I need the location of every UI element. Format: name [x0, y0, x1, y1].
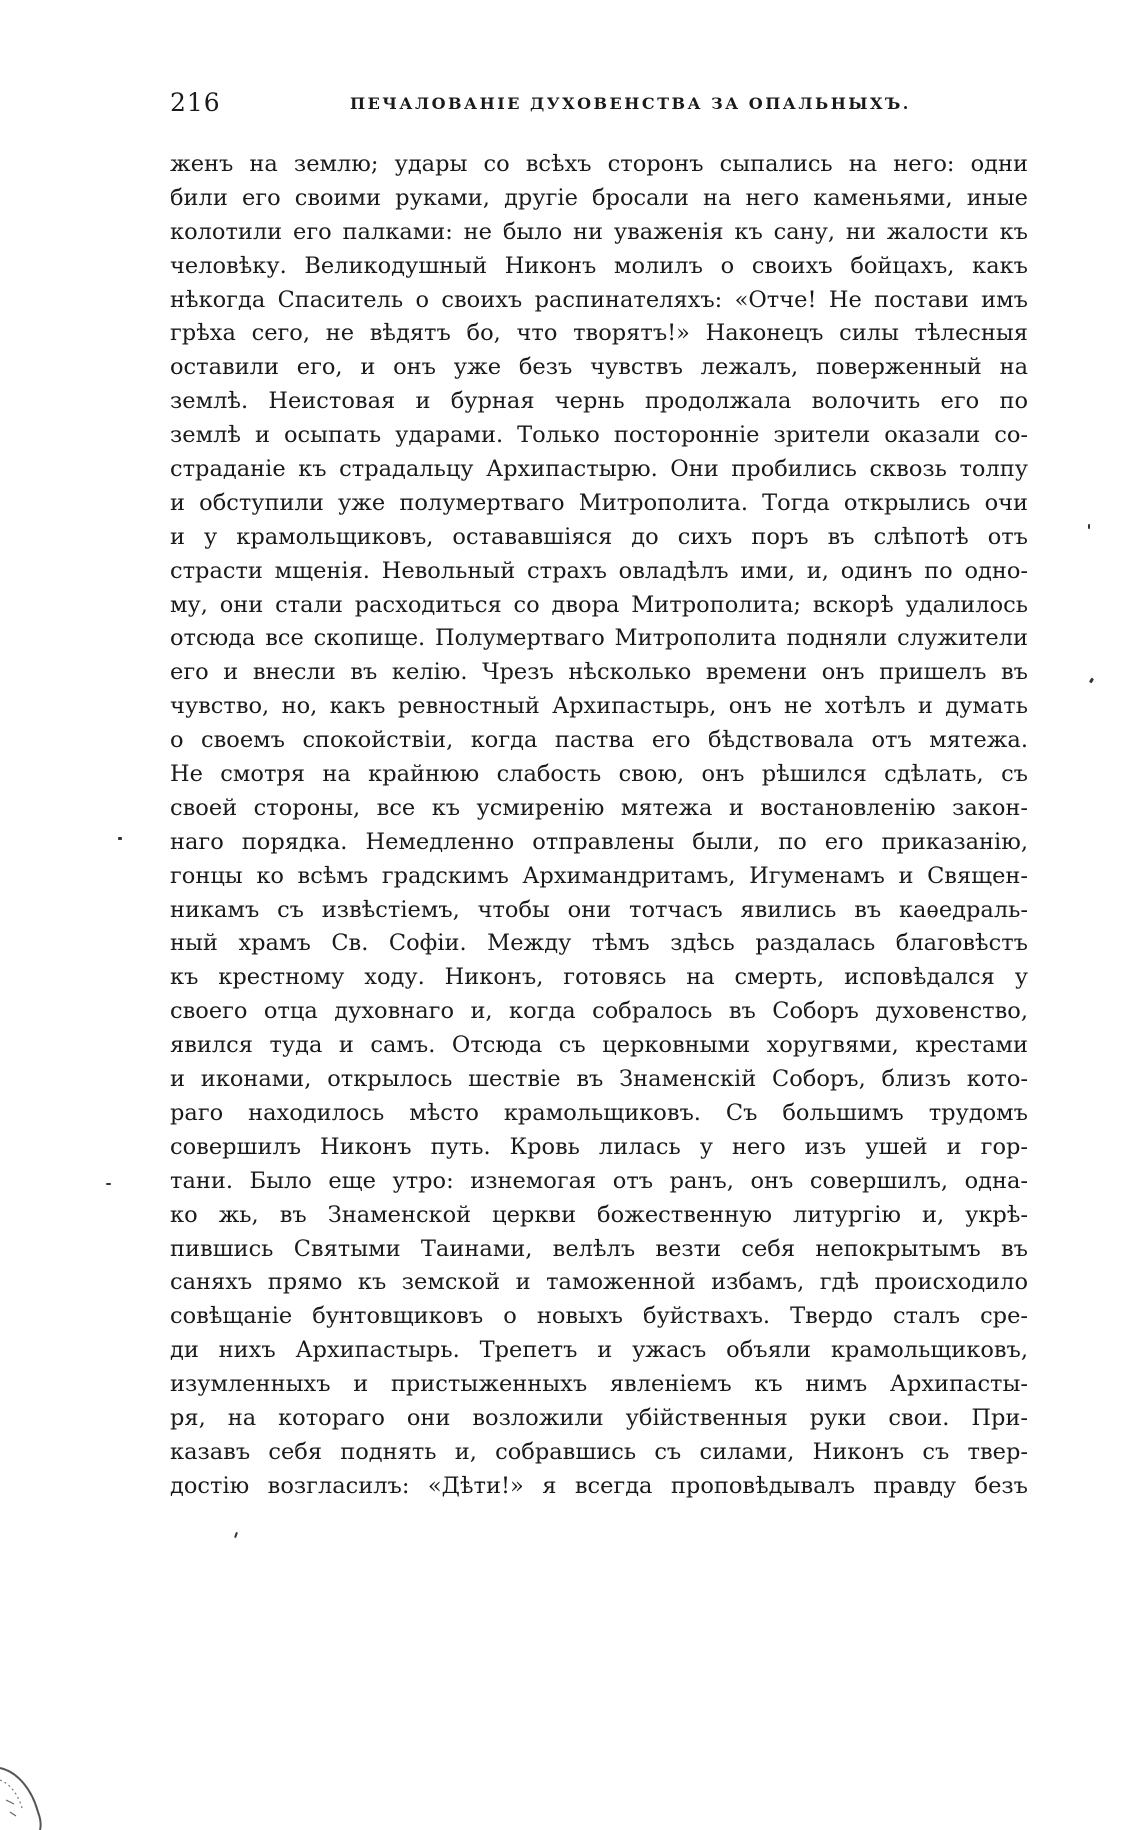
running-title: ПЕЧАЛОВАНІЕ ДУХОВЕНСТВА ЗА ОПАЛЬНЫХЪ.	[350, 94, 911, 113]
text-line: раго находилось мѣсто крамольщиковъ. Съ большимъ трудомъ	[170, 1099, 1028, 1126]
text-line: ный храмъ Св. Софіи. Между тѣмъ здѣсь раздалась благовѣстъ	[170, 930, 1028, 957]
text-line: своего отца духовнаго и, когда собралось въ Соборъ духовенство,	[170, 998, 1028, 1025]
text-line: и обступили уже полумертваго Митрополита. Тогда открылись очи	[170, 489, 1028, 516]
text-line: гонцы ко всѣмъ градскимъ Архимандритамъ, Игуменамъ и Священ-	[170, 862, 1028, 889]
text-line: никамъ съ извѣстіемъ, чтобы они тотчасъ явились въ каѳедраль-	[170, 896, 1028, 923]
text-line: и у крамольщиковъ, остававшіяся до сихъ поръ въ слѣпотѣ отъ	[170, 523, 1028, 550]
text-line: чувство, но, какъ ревностный Архипастырь, онъ не хотѣлъ и думать	[170, 693, 1028, 720]
page-header	[170, 88, 1030, 128]
text-line: грѣха сего, не вѣдятъ бо, что творятъ!» Наконецъ силы тѣлесныя	[170, 320, 1028, 347]
text-line: оставили его, и онъ уже безъ чувствъ лежалъ, поверженный на	[170, 354, 1028, 381]
text-line: наго порядка. Немедленно отправлены были, по его приказанію,	[170, 828, 1028, 855]
text-line: совѣщаніе бунтовщиковъ о новыхъ буйствахъ. Твердо сталъ сре-	[170, 1303, 1028, 1330]
text-line: человѣку. Великодушный Никонъ молилъ о своихъ бойцахъ, какъ	[170, 252, 1028, 279]
text-line: ря, на котораго они возложили убійственныя руки свои. При-	[170, 1404, 1028, 1431]
scan-speck	[106, 1183, 111, 1185]
text-line: достію возгласилъ: «Дѣти!» я всегда проповѣдывалъ правду безъ	[170, 1472, 1028, 1499]
text-line: совершилъ Никонъ путь. Кровь лилась у него изъ ушей и гор-	[170, 1133, 1028, 1160]
scan-speck	[1089, 678, 1094, 684]
text-line: отсюда все скопище. Полумертваго Митрополита подняли служители	[170, 625, 1028, 652]
text-line: землѣ. Неистовая и бурная чернь продолжала волочить его по	[170, 388, 1028, 415]
text-line: нѣкогда Спаситель о своихъ распинателяхъ: «Отче! Не постави имъ	[170, 286, 1028, 313]
text-line: Не смотря на крайнюю слабость свою, онъ рѣшился сдѣлать, съ	[170, 761, 1028, 788]
text-line: къ крестному ходу. Никонъ, готовясь на смерть, исповѣдался у	[170, 964, 1028, 991]
page-edge-curl	[0, 1760, 60, 1830]
text-line: саняхъ прямо къ земской и таможенной избамъ, гдѣ происходило	[170, 1269, 1028, 1296]
scan-speck	[234, 1532, 238, 1538]
text-line: страсти мщенія. Невольный страхъ овладѣлъ ими, и, одинъ по одно-	[170, 557, 1028, 584]
text-line: ди нихъ Архипастырь. Трепетъ и ужасъ объяли крамольщиковъ,	[170, 1337, 1028, 1364]
text-line: и иконами, открылось шествіе въ Знаменскій Соборъ, близъ кото-	[170, 1066, 1028, 1093]
text-line: тани. Было еще утро: изнемогая отъ ранъ, онъ совершилъ, одна-	[170, 1167, 1028, 1194]
text-line: били его своими руками, другіе бросали на него каменьями, иные	[170, 184, 1028, 211]
text-line: землѣ и осыпать ударами. Только посторонніе зрители оказали со-	[170, 422, 1028, 449]
text-line: его и внесли въ келію. Чрезъ нѣсколько времени онъ пришелъ въ	[170, 659, 1028, 686]
text-line: казавъ себя поднять и, собравшись съ силами, Никонъ съ твер-	[170, 1438, 1028, 1465]
text-line: своей стороны, все къ усмиренію мятежа и востановленію закон-	[170, 794, 1028, 821]
text-line: ко жь, въ Знаменской церкви божественную литургію и, укрѣ-	[170, 1201, 1028, 1228]
page-number: 216	[170, 88, 221, 117]
text-line: женъ на землю; удары со всѣхъ сторонъ сыпались на него: одни	[170, 151, 1028, 177]
scan-speck	[1088, 524, 1090, 529]
text-line: му, они стали расходиться со двора Митрополита; вскорѣ удалилось	[170, 591, 1028, 618]
body-text	[170, 148, 1028, 1504]
scan-speck	[118, 837, 122, 840]
text-line: о своемъ спокойствіи, когда паства его бѣдствовала отъ мятежа.	[170, 727, 1028, 754]
text-line: пившись Святыми Таинами, велѣлъ везти себя непокрытымъ въ	[170, 1235, 1028, 1262]
text-line: страданіе къ страдальцу Архипастырю. Они пробились сквозь толпу	[170, 456, 1028, 483]
text-line: явился туда и самъ. Отсюда съ церковными хоругвями, крестами	[170, 1032, 1028, 1059]
text-line: колотили его палками: не было ни уваженія къ сану, ни жалости къ	[170, 218, 1028, 245]
text-line: изумленныхъ и пристыженныхъ явленіемъ къ нимъ Архипасты-	[170, 1371, 1028, 1398]
